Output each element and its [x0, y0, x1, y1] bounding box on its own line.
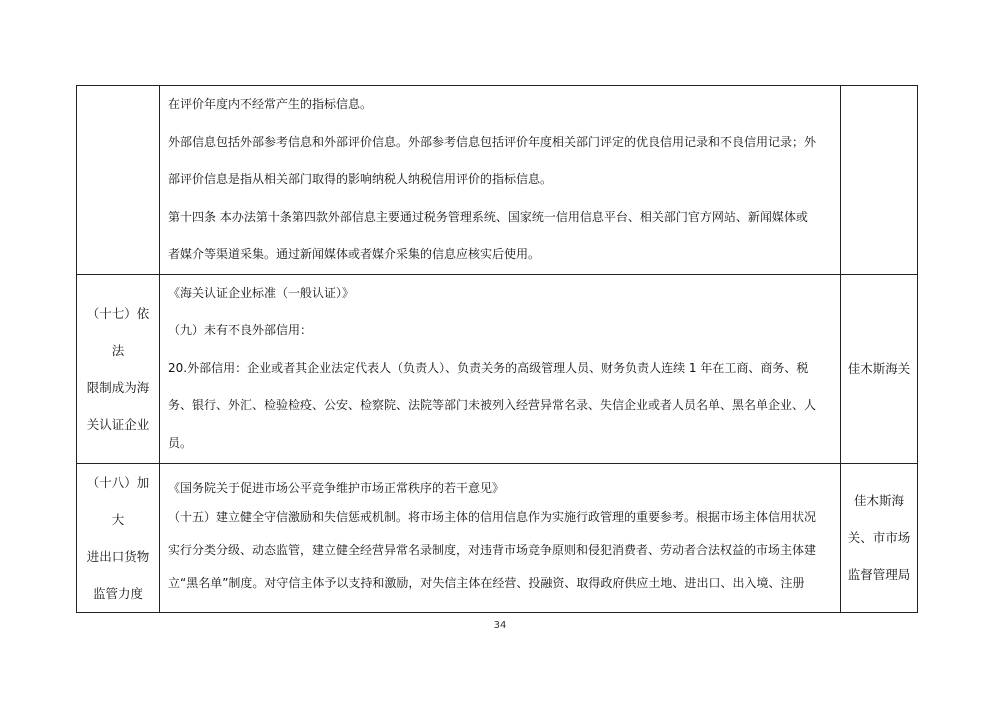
content-cell	[160, 463, 841, 612]
content-cell	[160, 86, 841, 275]
content-cell	[160, 274, 841, 463]
content-line: 在评价年度内不经常产生的指标信息。	[168, 97, 373, 111]
content-line: 外部信息包括外部参考信息和外部评价信息。外部参考信息包括评价年度相关部门评定的优良信用记录和不良信用记录；外	[168, 134, 817, 149]
row-label-line: （十七）依法	[86, 305, 150, 358]
department-cell	[841, 274, 918, 463]
content-line: 员。	[168, 435, 193, 450]
row-label-line: （十八）加大	[86, 474, 150, 527]
content-line: 立“黑名单”制度。对守信主体予以支持和激励，对失信主体在经营、投融资、取得政府供应土地、进出口、出入境、注册	[168, 576, 805, 590]
row-label-line: 监管力度	[92, 585, 143, 601]
department-line: 关、市市场	[847, 530, 911, 545]
page-number: 34	[493, 620, 507, 631]
row-label-cell	[77, 86, 160, 275]
table-row	[77, 274, 918, 463]
row-label-line: 限制成为海	[86, 379, 150, 395]
table-row	[77, 86, 918, 275]
row-label-cell	[77, 463, 160, 612]
content-line: 《海关认证企业标准（一般认证）》	[168, 285, 355, 300]
table-row	[77, 463, 918, 612]
department-line: 监督管理局	[847, 567, 911, 582]
department-line: 佳木斯海关	[847, 361, 911, 376]
content-line: 者媒介等渠道采集。通过新闻媒体或者媒介采集的信息应核实后使用。	[168, 247, 541, 261]
content-line: 务、银行、外汇、检验检疫、公安、检察院、法院等部门未被列入经营异常名录、失信企业或者人员名单、黑名单企业、人	[168, 398, 817, 413]
row-label-line: 关认证企业	[86, 416, 150, 432]
row-label-line: 进出口货物	[86, 548, 150, 564]
content-line: 实行分类分级、动态监管，建立健全经营异常名录制度，对违背市场竞争原则和侵犯消费者、劳动者合法权益的市场主体建	[168, 543, 817, 557]
content-line: 部评价信息是指从相关部门取得的影响纳税人纳税信用评价的指标信息。	[168, 172, 553, 186]
department-line: 佳木斯海	[853, 493, 904, 508]
row-label-cell	[77, 274, 160, 463]
content-line: 《国务院关于促进市场公平竞争维护市场正常秩序的若干意见》	[168, 481, 505, 495]
content-line: （十五）建立健全守信激励和失信惩戒机制。将市场主体的信用信息作为实施行政管理的重要参考。根据市场主体信用状况	[168, 510, 817, 524]
content-line: （九）未有不良外部信用：	[168, 323, 313, 338]
department-cell	[841, 463, 918, 612]
document-table	[76, 85, 918, 613]
department-cell	[841, 86, 918, 275]
content-line: 20.外部信用：企业或者其企业法定代表人（负责人）、负责关务的高级管理人员、财务负责人连续 1 年在工商、商务、税	[168, 360, 809, 375]
content-line: 第十四条 本办法第十条第四款外部信息主要通过税务管理系统、国家统一信用信息平台、相关部门官方网站、新闻媒体或	[168, 209, 808, 224]
